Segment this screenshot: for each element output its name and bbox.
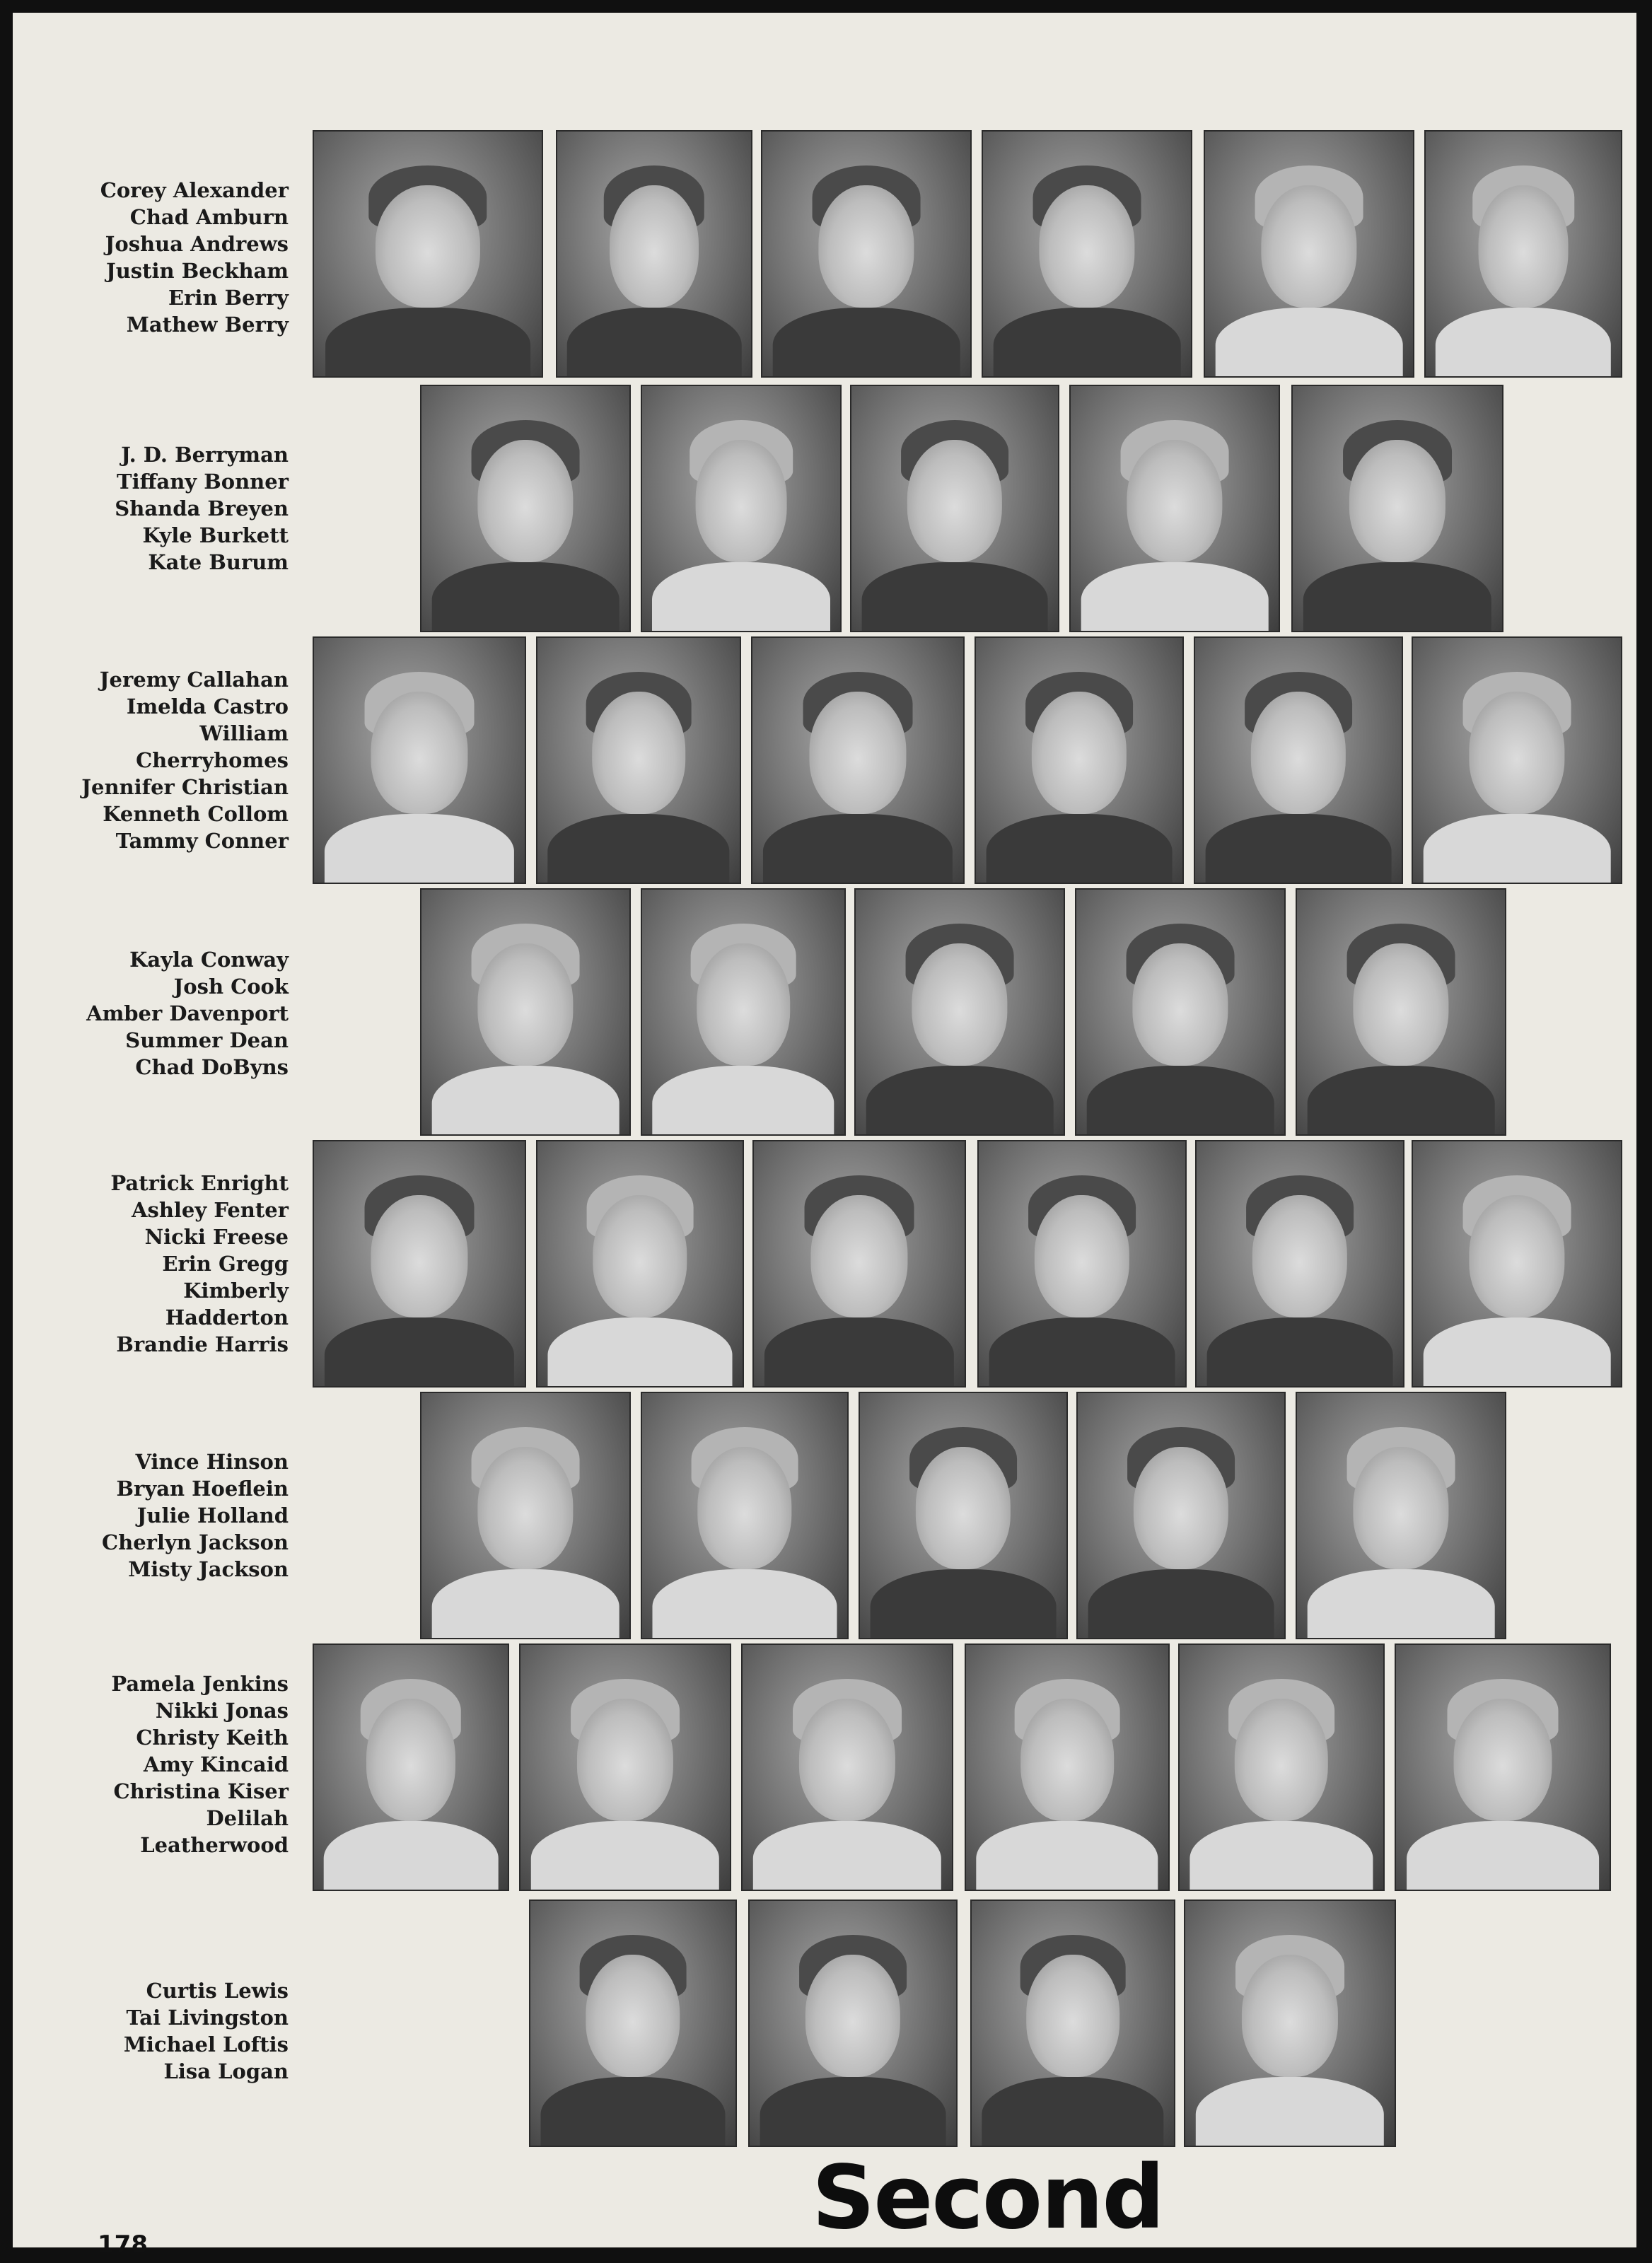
student-name: Patrick Enright (110, 1171, 289, 1195)
section-title: Second (812, 2147, 1164, 2249)
student-name: Michael Loftis (123, 2032, 289, 2057)
student-name: Kate Burum (148, 550, 289, 574)
student-name: Shanda Breyen (115, 496, 289, 520)
photo-row (13, 1900, 1636, 2147)
student-photo (519, 1644, 731, 1891)
student-photo (1184, 1900, 1396, 2147)
student-photo (1424, 130, 1622, 378)
student-photo (854, 888, 1065, 1136)
student-photo (752, 1140, 966, 1388)
student-name: Tai Livingston (126, 2006, 289, 2030)
student-name: Leatherwood (140, 1833, 289, 1857)
student-name: Imelda Castro (126, 694, 289, 719)
student-name: Mathew Berry (126, 313, 289, 337)
student-name: Pamela Jenkins (111, 1672, 289, 1696)
student-photo (1395, 1644, 1611, 1891)
student-name: Christy Keith (136, 1726, 289, 1750)
student-photo (536, 636, 741, 884)
student-photo (420, 888, 631, 1136)
student-name: Amber Davenport (86, 1001, 289, 1025)
student-name: Curtis Lewis (146, 1979, 289, 2003)
student-name: Erin Gregg (162, 1252, 289, 1276)
student-name: Ashley Fenter (132, 1198, 289, 1222)
student-name: Kimberly (183, 1279, 289, 1303)
page-number: 178 (98, 2230, 148, 2259)
student-photo (1075, 888, 1286, 1136)
student-name: Kenneth Collom (103, 802, 289, 826)
photo-row (13, 1392, 1636, 1639)
student-photo (1412, 636, 1622, 884)
student-photo (982, 130, 1192, 378)
student-photo (313, 636, 526, 884)
photo-row (13, 1644, 1636, 1891)
student-photo (536, 1140, 744, 1388)
student-name: Justin Beckham (106, 259, 289, 283)
student-name: Tammy Conner (115, 829, 289, 853)
photo-row (13, 130, 1636, 378)
student-name: William (199, 721, 289, 745)
student-name: Summer Dean (125, 1028, 289, 1052)
student-photo (850, 385, 1059, 632)
student-photo (970, 1900, 1175, 2147)
student-name: Tiffany Bonner (117, 470, 289, 494)
student-photo (1069, 385, 1280, 632)
student-name: J. D. Berryman (121, 443, 289, 467)
student-photo (741, 1644, 953, 1891)
student-name: Kyle Burkett (142, 523, 289, 547)
student-photo (556, 130, 752, 378)
student-photo (313, 1140, 526, 1388)
student-name: Nicki Freese (144, 1225, 289, 1249)
student-name: Amy Kincaid (143, 1752, 289, 1776)
student-name: Kayla Conway (129, 948, 289, 972)
student-photo (1204, 130, 1414, 378)
photo-row (13, 1140, 1636, 1388)
student-name: Julie Holland (136, 1503, 289, 1528)
student-name: Delilah (206, 1806, 289, 1830)
student-name: Christina Kiser (113, 1779, 289, 1803)
student-photo (1076, 1392, 1286, 1639)
photo-row (13, 636, 1636, 884)
student-name: Jeremy Callahan (99, 668, 289, 692)
student-photo (1296, 1392, 1506, 1639)
student-photo (529, 1900, 737, 2147)
student-name: Lisa Logan (163, 2059, 289, 2083)
student-name: Vince Hinson (135, 1450, 289, 1474)
student-name: Erin Berry (168, 286, 289, 310)
student-name: Josh Cook (173, 975, 289, 999)
student-name: Hadderton (165, 1305, 289, 1330)
student-photo (761, 130, 972, 378)
student-name: Nikki Jonas (155, 1699, 289, 1723)
student-photo (1194, 636, 1403, 884)
student-name: Bryan Hoeflein (116, 1477, 289, 1501)
student-photo (1178, 1644, 1385, 1891)
student-photo (641, 888, 846, 1136)
yearbook-page (13, 13, 1636, 2259)
student-photo (641, 385, 842, 632)
student-photo (977, 1140, 1187, 1388)
student-photo (313, 130, 543, 378)
student-photo (420, 385, 631, 632)
student-name: Brandie Harris (116, 1332, 289, 1356)
student-name: Chad Amburn (129, 205, 289, 229)
student-name: Jennifer Christian (81, 775, 289, 799)
student-photo (748, 1900, 958, 2147)
student-photo (1195, 1140, 1404, 1388)
student-photo (965, 1644, 1170, 1891)
student-name: Cherlyn Jackson (102, 1530, 289, 1554)
student-name: Joshua Andrews (105, 232, 289, 256)
student-name: Cherryhomes (136, 748, 289, 772)
student-photo (1296, 888, 1506, 1136)
student-name: Chad DoByns (135, 1055, 289, 1079)
student-photo (751, 636, 965, 884)
student-photo (975, 636, 1184, 884)
photo-row (13, 385, 1636, 632)
photo-row (13, 888, 1636, 1136)
student-photo (859, 1392, 1068, 1639)
student-photo (641, 1392, 849, 1639)
student-photo (313, 1644, 509, 1891)
student-name: Corey Alexander (100, 178, 289, 202)
student-name: Misty Jackson (128, 1557, 289, 1581)
student-photo (1291, 385, 1503, 632)
student-photo (420, 1392, 631, 1639)
student-photo (1412, 1140, 1622, 1388)
